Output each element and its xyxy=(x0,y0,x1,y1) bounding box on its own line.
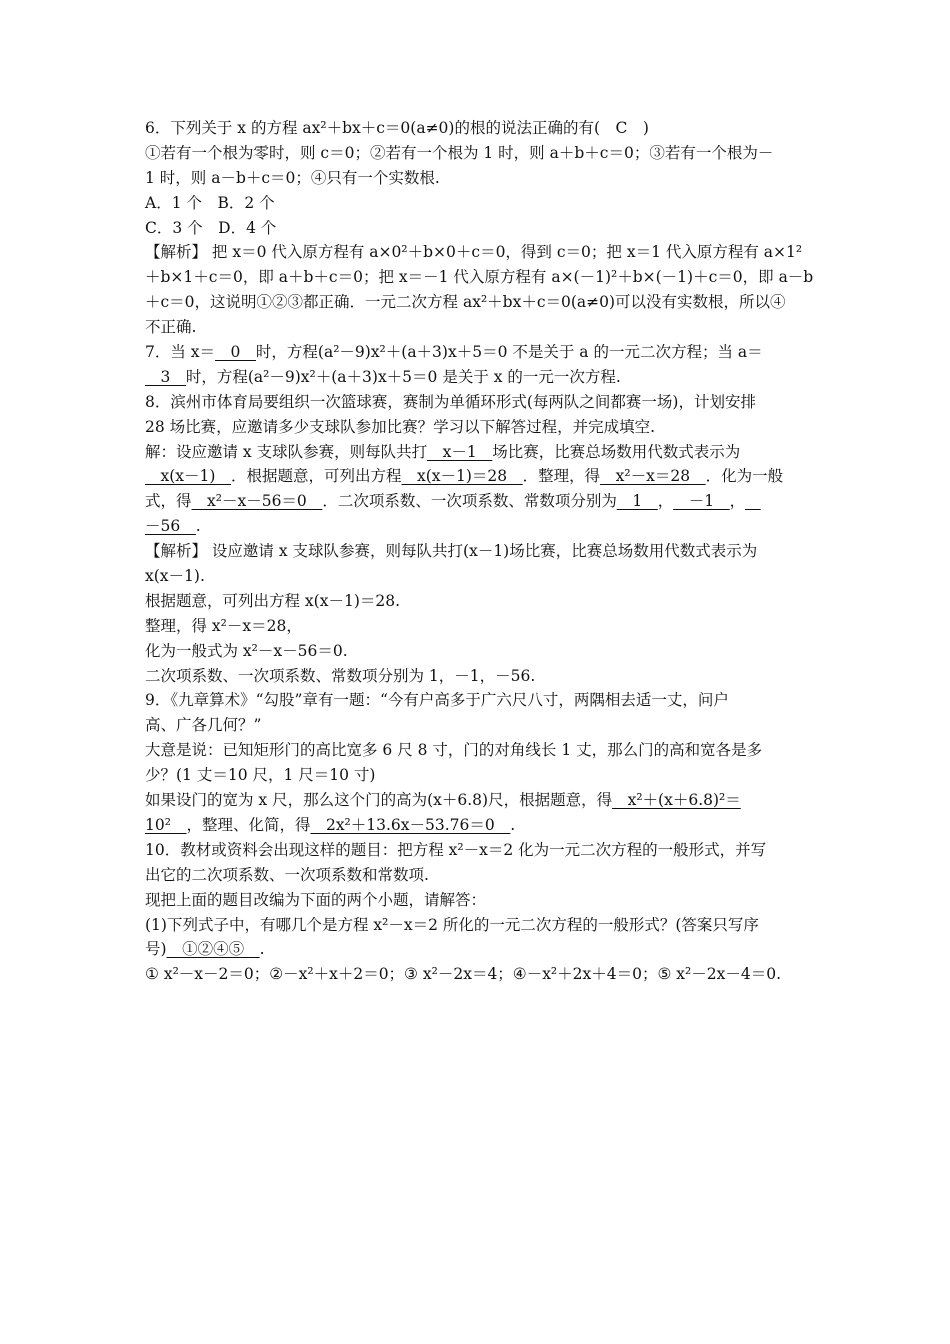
text-segment: A．1 个 B．2 个 xyxy=(145,193,275,212)
text-line xyxy=(145,464,810,489)
answer-blank: __x²－x－56＝0__ xyxy=(191,492,323,511)
text-segment: ＋c＝0，这说明①②③都正确．一元二次方程 ax²＋bx＋c＝0(a≠0)可以没有实数根，所以④ xyxy=(145,293,786,312)
text-segment: 解：设应邀请 x 支球队参赛，则每队共打 xyxy=(145,442,428,461)
text-segment: . xyxy=(259,940,265,959)
text-line xyxy=(145,141,810,166)
answer-blank: __2x²＋13.6x－53.76＝0__ xyxy=(310,815,511,834)
text-segment: 整理，得 x²－x＝28， xyxy=(145,616,302,635)
text-segment: 9．《九章算术》“勾股”章有一题：“今有户高多于广六尺八寸，两隅相去适一丈，问户 xyxy=(145,691,729,710)
answer-blank: 10²__ xyxy=(145,815,187,834)
text-segment: 时，方程(a²－9)x²＋(a＋3)x＋5＝0 不是关于 a 的一元二次方程；当 a＝ xyxy=(255,343,763,362)
text-segment: ， xyxy=(729,492,746,511)
answer-blank: __1__ xyxy=(616,492,658,511)
text-segment: 如果设门的宽为 x 尺，那么这个门的高为(x＋6.8)尺，根据题意，得 xyxy=(145,791,613,810)
text-segment: ．根据题意，可列出方程 xyxy=(230,467,402,486)
text-line xyxy=(145,863,810,888)
answer-blank: __①②④⑤__ xyxy=(166,940,260,959)
text-line xyxy=(145,962,810,987)
text-segment: ＋b×1＋c＝0，即 a＋b＋c＝0；把 x＝－1 代入原方程有 a×(－1)²＋b×(－1)＋c＝0，即 a－b xyxy=(145,268,814,287)
text-line xyxy=(145,838,810,863)
text-line xyxy=(145,166,810,191)
answer-blank: __x(x－1)__ xyxy=(145,467,231,486)
text-line xyxy=(145,913,810,938)
text-line xyxy=(145,539,810,564)
document-body xyxy=(145,116,814,987)
text-line xyxy=(145,937,810,962)
answer-blank: __0__ xyxy=(215,343,256,362)
text-segment: 高、广各几何？” xyxy=(145,716,262,735)
text-segment: 式，得 xyxy=(145,492,192,511)
text-segment: 7．当 x＝ xyxy=(145,343,216,362)
answer-blank: __－1__ xyxy=(673,492,730,511)
answer-blank: __3__ xyxy=(145,367,186,386)
text-segment: 时，方程(a²－9)x²＋(a＋3)x＋5＝0 是关于 x 的一元一次方程. xyxy=(185,367,621,386)
text-segment: 28 场比赛，应邀请多少支球队参加比赛？学习以下解答过程，并完成填空. xyxy=(145,417,656,436)
text-segment: 8．滨州市体育局要组织一次篮球赛，赛制为单循环形式(每两队之间都赛一场)，计划安排 xyxy=(145,392,756,411)
text-segment: ①若有一个根为零时，则 c＝0；②若有一个根为 1 时，则 a＋b＋c＝0；③若有一个根为－ xyxy=(145,143,774,162)
text-segment: ， xyxy=(657,492,674,511)
answer-blank: __x－1__ xyxy=(427,442,493,461)
answer-blank: __x(x－1)＝28__ xyxy=(401,467,523,486)
text-segment: ① x²－x－2＝0；②－x²＋x＋2＝0；③ x²－2x＝4；④－x²＋2x＋4＝0；⑤ x²－2x－4＝0. xyxy=(145,965,782,984)
text-segment: 6．下列关于 x 的方程 ax²＋bx＋c＝0(a≠0)的根的说法正确的有( C ) xyxy=(145,119,649,137)
text-segment: 10．教材或资料会出现这样的题目：把方程 x²－x＝2 化为一元二次方程的一般形式，并写 xyxy=(145,840,767,859)
text-line xyxy=(145,340,810,365)
answer-blank: －56__ xyxy=(145,517,196,536)
text-line xyxy=(145,763,810,788)
text-segment: 场比赛，比赛总场数用代数式表示为 xyxy=(492,442,741,461)
text-line xyxy=(145,489,810,514)
answer-blank: __ xyxy=(745,492,761,511)
text-segment: . xyxy=(510,815,516,834)
text-line xyxy=(145,564,810,589)
text-line xyxy=(145,240,810,265)
text-line xyxy=(145,390,810,415)
text-segment: 【解析】 把 x＝0 代入原方程有 a×0²＋b×0＋c＝0，得到 c＝0；把 x＝1 代入原方程有 a×1² xyxy=(145,243,803,262)
text-segment: C．3 个 D．4 个 xyxy=(145,218,277,237)
text-line xyxy=(145,713,810,738)
text-segment: 根据题意，可列出方程 x(x－1)＝28. xyxy=(145,591,401,610)
text-segment: 出它的二次项系数、一次项系数和常数项. xyxy=(145,865,429,884)
text-segment: 1 时，则 a－b＋c＝0；④只有一个实数根. xyxy=(145,168,440,187)
text-line xyxy=(145,116,810,141)
text-segment: ．化为一般 xyxy=(705,467,784,486)
text-line xyxy=(145,514,810,539)
text-line xyxy=(145,639,810,664)
text-segment: ．二次项系数、一次项系数、常数项分别为 xyxy=(322,492,617,511)
text-line xyxy=(145,415,810,440)
text-line xyxy=(145,365,810,390)
text-line xyxy=(145,688,810,713)
text-line xyxy=(145,440,810,465)
text-line xyxy=(145,191,810,216)
text-segment: 不正确. xyxy=(145,318,197,337)
answer-blank: __x²－x＝28__ xyxy=(600,467,706,486)
text-segment: 二次项系数、一次项系数、常数项分别为 1，－1，－56. xyxy=(145,666,536,685)
text-line xyxy=(145,888,810,913)
text-segment: ，整理、化简，得 xyxy=(186,815,311,834)
answer-blank: __x²＋(x＋6.8)²＝ xyxy=(612,791,741,810)
text-line xyxy=(145,589,810,614)
text-line xyxy=(145,315,810,340)
text-line xyxy=(145,664,810,689)
text-segment: 化为一般式为 x²－x－56＝0. xyxy=(145,641,348,660)
text-line xyxy=(145,738,810,763)
text-segment: 号) xyxy=(145,940,167,959)
text-segment: 大意是说：已知矩形门的高比宽多 6 尺 8 寸，门的对角线长 1 丈，那么门的高和宽各是多 xyxy=(145,741,763,760)
text-segment: x(x－1). xyxy=(145,567,205,586)
text-segment: . xyxy=(195,517,201,536)
text-line xyxy=(145,813,810,838)
text-segment: ．整理，得 xyxy=(522,467,601,486)
text-line xyxy=(145,290,810,315)
text-segment: 【解析】 设应邀请 x 支球队参赛，则每队共打(x－1)场比赛，比赛总场数用代数式表示为 xyxy=(145,542,758,561)
text-segment: 现把上面的题目改编为下面的两个小题，请解答： xyxy=(145,890,487,909)
text-line xyxy=(145,614,810,639)
text-line xyxy=(145,216,810,241)
text-line xyxy=(145,265,814,290)
text-line xyxy=(145,788,810,813)
text-segment: 少？(1 丈＝10 尺，1 尺＝10 寸) xyxy=(145,766,376,785)
text-segment: (1)下列式子中，有哪几个是方程 x²－x＝2 所化的一元二次方程的一般形式？(答案只写序 xyxy=(145,915,759,934)
